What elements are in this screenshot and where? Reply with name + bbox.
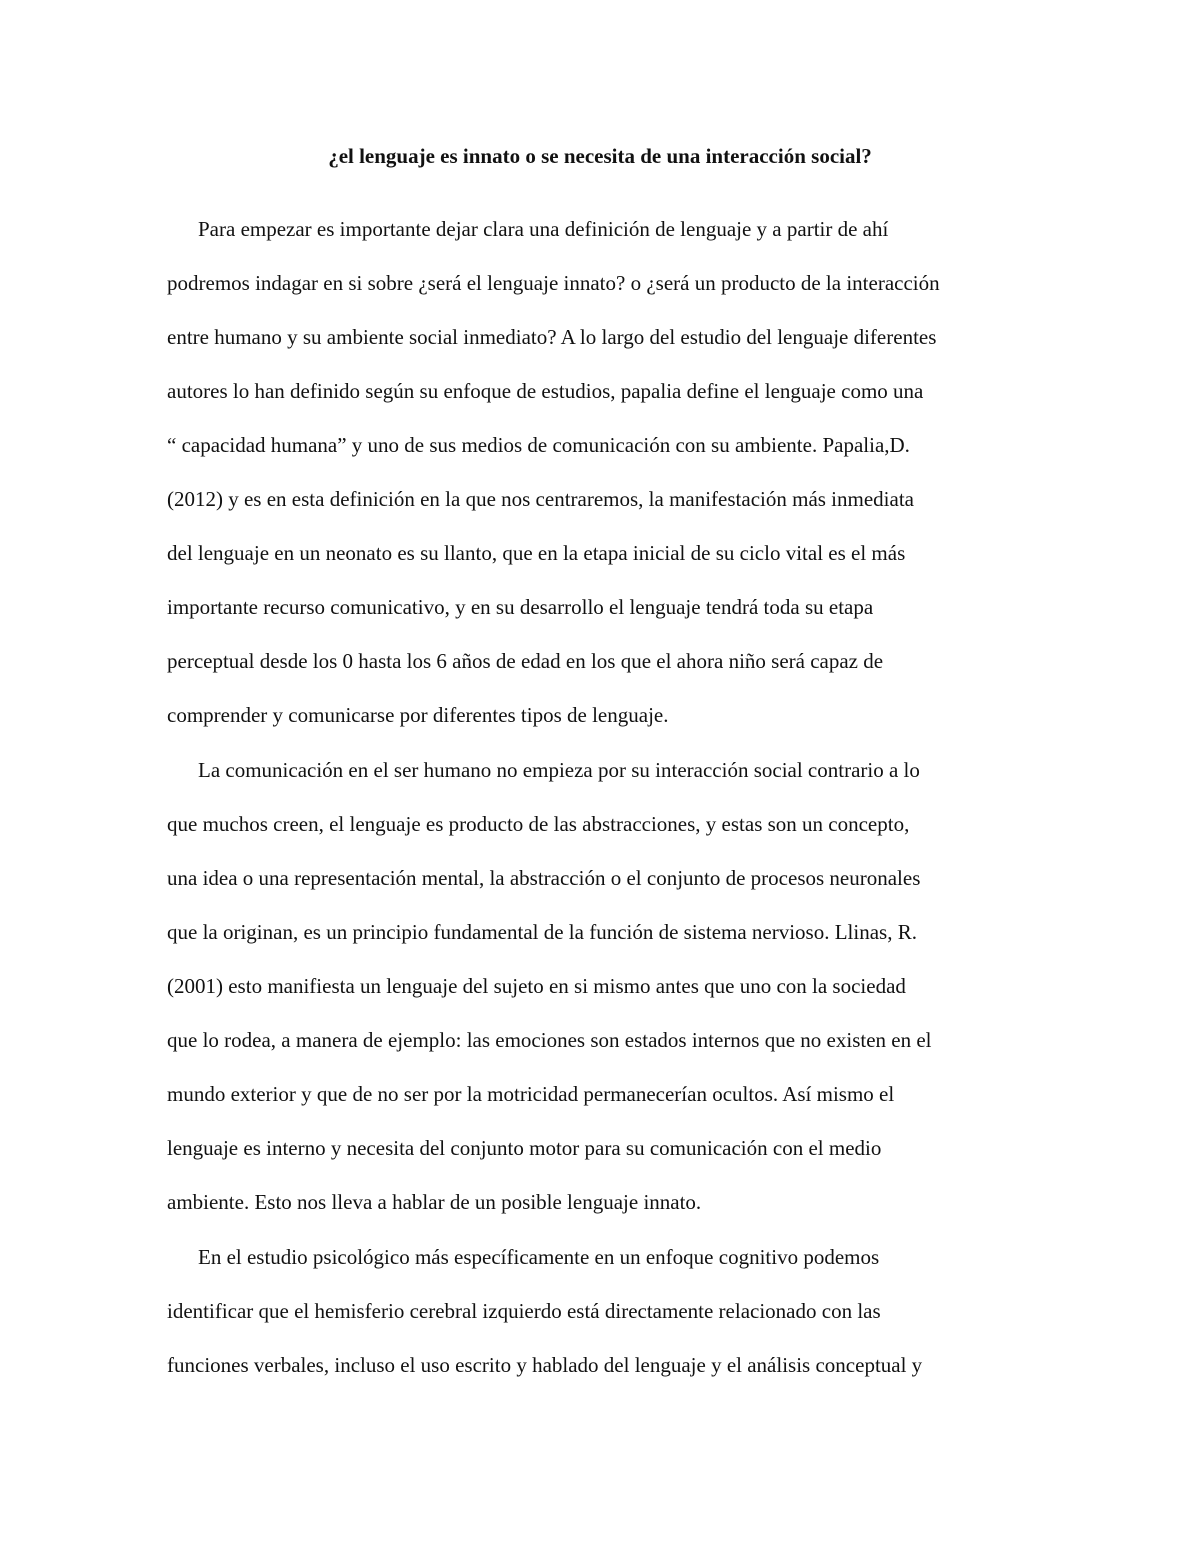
paragraph-line: La comunicación en el ser humano no empieza por su interacción social contrario a lo <box>198 758 920 782</box>
paragraph-line: comprender y comunicarse por diferentes tipos de lenguaje. <box>167 703 669 727</box>
document-title: ¿el lenguaje es innato o se necesita de una interacción social? <box>328 144 872 168</box>
paragraph-line: del lenguaje en un neonato es su llanto, que en la etapa inicial de su ciclo vital es el más <box>167 541 906 565</box>
paragraph-line: Para empezar es importante dejar clara una definición de lenguaje y a partir de ahí <box>198 217 889 241</box>
paragraph-line: que la originan, es un principio fundamental de la función de sistema nervioso. Llinas, R. <box>167 920 917 944</box>
paragraph-line: ambiente. Esto nos lleva a hablar de un posible lenguaje innato. <box>167 1190 702 1214</box>
paragraph-line: “ capacidad humana” y uno de sus medios de comunicación con su ambiente. Papalia,D. <box>167 433 910 457</box>
paragraph-line: (2001) esto manifiesta un lenguaje del sujeto en si mismo antes que uno con la sociedad <box>167 974 906 998</box>
paragraph-line: identificar que el hemisferio cerebral izquierdo está directamente relacionado con las <box>167 1299 881 1323</box>
paragraph-line: que lo rodea, a manera de ejemplo: las emociones son estados internos que no existen en el <box>167 1028 932 1052</box>
paragraph-line: una idea o una representación mental, la abstracción o el conjunto de procesos neuronales <box>167 866 921 890</box>
paragraph-line: entre humano y su ambiente social inmediato? A lo largo del estudio del lenguaje diferentes <box>167 325 937 349</box>
paragraph-line: importante recurso comunicativo, y en su desarrollo el lenguaje tendrá toda su etapa <box>167 595 874 619</box>
paragraph-line: mundo exterior y que de no ser por la motricidad permanecerían ocultos. Así mismo el <box>167 1082 895 1106</box>
paragraph-line: podremos indagar en si sobre ¿será el lenguaje innato? o ¿será un producto de la interacción <box>167 271 940 295</box>
paragraph-line: autores lo han definido según su enfoque de estudios, papalia define el lenguaje como una <box>167 379 924 403</box>
paragraph-line: (2012) y es en esta definición en la que nos centraremos, la manifestación más inmediata <box>167 487 914 511</box>
paragraph-line: funciones verbales, incluso el uso escrito y hablado del lenguaje y el análisis conceptual y <box>167 1353 923 1377</box>
paragraph-line: perceptual desde los 0 hasta los 6 años de edad en los que el ahora niño será capaz de <box>167 649 884 673</box>
paragraph-line: que muchos creen, el lenguaje es producto de las abstracciones, y estas son un concepto, <box>167 812 910 836</box>
paragraph-line: lenguaje es interno y necesita del conjunto motor para su comunicación con el medio <box>167 1136 882 1160</box>
paragraph-line: En el estudio psicológico más específicamente en un enfoque cognitivo podemos <box>198 1245 880 1269</box>
